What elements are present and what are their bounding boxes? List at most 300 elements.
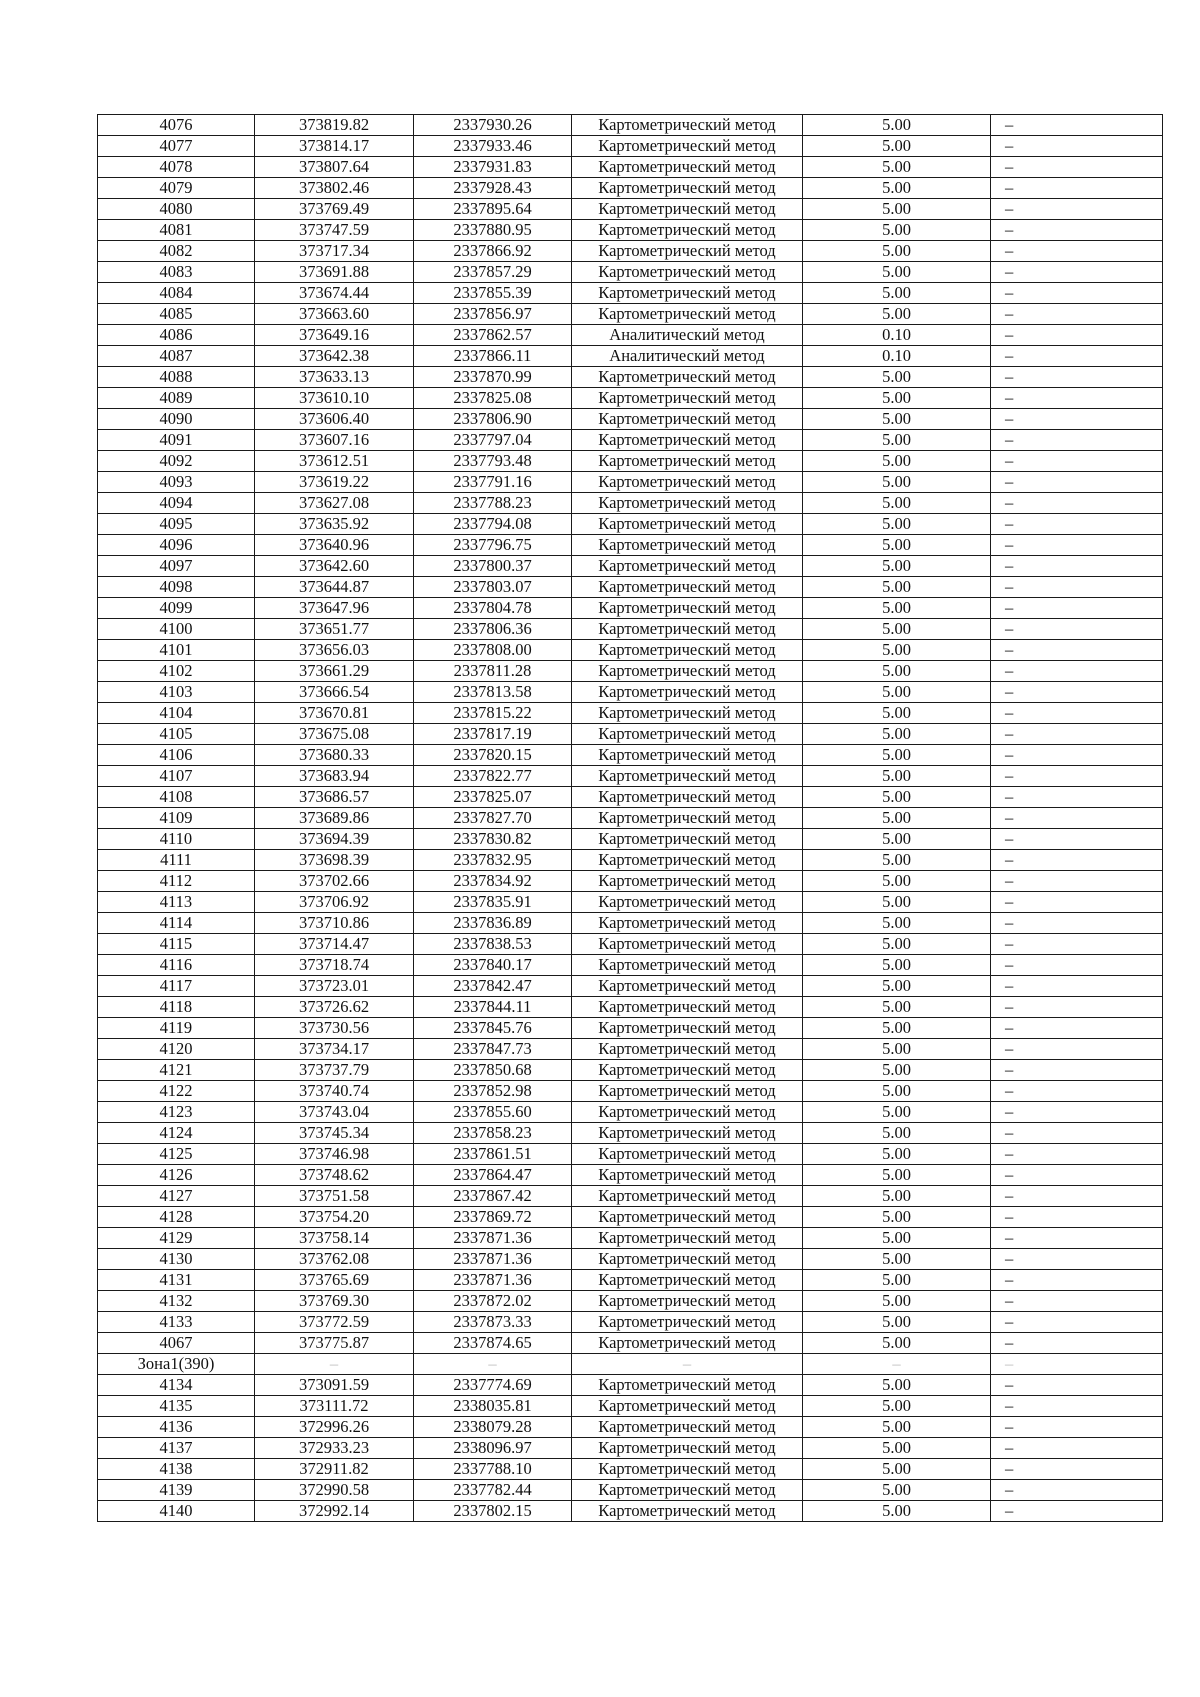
accuracy-cell: 5.00 bbox=[803, 535, 991, 556]
description-cell: – bbox=[991, 703, 1163, 724]
accuracy-cell: 5.00 bbox=[803, 577, 991, 598]
y-coordinate-cell: 2337872.02 bbox=[414, 1291, 572, 1312]
y-coordinate-cell: 2337931.83 bbox=[414, 157, 572, 178]
point-number-cell: 4118 bbox=[98, 997, 255, 1018]
point-number-cell: 4099 bbox=[98, 598, 255, 619]
table-row bbox=[98, 787, 1163, 808]
y-coordinate-cell: 2337835.91 bbox=[414, 892, 572, 913]
method-cell: Картометрический метод bbox=[572, 1333, 803, 1354]
point-number-cell: 4132 bbox=[98, 1291, 255, 1312]
point-number-cell: 4135 bbox=[98, 1396, 255, 1417]
point-number-cell: 4116 bbox=[98, 955, 255, 976]
table-row bbox=[98, 1375, 1163, 1396]
method-cell: Картометрический метод bbox=[572, 451, 803, 472]
x-coordinate-cell: 373775.87 bbox=[255, 1333, 414, 1354]
method-cell: Картометрический метод bbox=[572, 1459, 803, 1480]
accuracy-cell: 5.00 bbox=[803, 115, 991, 136]
x-coordinate-cell: 373111.72 bbox=[255, 1396, 414, 1417]
table-row bbox=[98, 325, 1163, 346]
accuracy-cell: 5.00 bbox=[803, 766, 991, 787]
method-cell: Картометрический метод bbox=[572, 1123, 803, 1144]
accuracy-cell: 5.00 bbox=[803, 304, 991, 325]
description-cell: – bbox=[991, 304, 1163, 325]
x-coordinate-cell: 373656.03 bbox=[255, 640, 414, 661]
y-coordinate-cell: 2337830.82 bbox=[414, 829, 572, 850]
accuracy-cell: 0.10 bbox=[803, 346, 991, 367]
accuracy-cell: 5.00 bbox=[803, 1165, 991, 1186]
description-cell: – bbox=[991, 661, 1163, 682]
table-row bbox=[98, 703, 1163, 724]
point-number-cell: 4078 bbox=[98, 157, 255, 178]
x-coordinate-cell: 373726.62 bbox=[255, 997, 414, 1018]
description-cell: – bbox=[991, 1144, 1163, 1165]
y-coordinate-cell: 2337871.36 bbox=[414, 1228, 572, 1249]
y-coordinate-cell: – bbox=[414, 1354, 572, 1375]
y-coordinate-cell: 2338079.28 bbox=[414, 1417, 572, 1438]
accuracy-cell: 5.00 bbox=[803, 913, 991, 934]
description-cell: – bbox=[991, 829, 1163, 850]
accuracy-cell: 0.10 bbox=[803, 325, 991, 346]
y-coordinate-cell: 2337874.65 bbox=[414, 1333, 572, 1354]
x-coordinate-cell: 373772.59 bbox=[255, 1312, 414, 1333]
accuracy-cell: 5.00 bbox=[803, 1123, 991, 1144]
description-cell: – bbox=[991, 451, 1163, 472]
x-coordinate-cell: 372992.14 bbox=[255, 1501, 414, 1522]
point-number-cell: 4110 bbox=[98, 829, 255, 850]
y-coordinate-cell: 2337820.15 bbox=[414, 745, 572, 766]
method-cell: Картометрический метод bbox=[572, 1228, 803, 1249]
point-number-cell: 4100 bbox=[98, 619, 255, 640]
table-row bbox=[98, 1165, 1163, 1186]
point-number-cell: 4085 bbox=[98, 304, 255, 325]
point-number-cell: Зона1(390) bbox=[98, 1354, 255, 1375]
y-coordinate-cell: 2337852.98 bbox=[414, 1081, 572, 1102]
y-coordinate-cell: 2337838.53 bbox=[414, 934, 572, 955]
x-coordinate-cell: 373633.13 bbox=[255, 367, 414, 388]
accuracy-cell: 5.00 bbox=[803, 493, 991, 514]
method-cell: Картометрический метод bbox=[572, 1270, 803, 1291]
x-coordinate-cell: 373769.49 bbox=[255, 199, 414, 220]
x-coordinate-cell: 373730.56 bbox=[255, 1018, 414, 1039]
table-row bbox=[98, 1333, 1163, 1354]
accuracy-cell: 5.00 bbox=[803, 388, 991, 409]
x-coordinate-cell: 373745.34 bbox=[255, 1123, 414, 1144]
method-cell: Картометрический метод bbox=[572, 703, 803, 724]
accuracy-cell: 5.00 bbox=[803, 1186, 991, 1207]
point-number-cell: 4103 bbox=[98, 682, 255, 703]
x-coordinate-cell: 373746.98 bbox=[255, 1144, 414, 1165]
table-row bbox=[98, 766, 1163, 787]
accuracy-cell: 5.00 bbox=[803, 1018, 991, 1039]
accuracy-cell: 5.00 bbox=[803, 1228, 991, 1249]
point-number-cell: 4140 bbox=[98, 1501, 255, 1522]
table-row bbox=[98, 1060, 1163, 1081]
y-coordinate-cell: 2337815.22 bbox=[414, 703, 572, 724]
y-coordinate-cell: 2337850.68 bbox=[414, 1060, 572, 1081]
method-cell: Картометрический метод bbox=[572, 1102, 803, 1123]
table-row bbox=[98, 157, 1163, 178]
accuracy-cell: 5.00 bbox=[803, 157, 991, 178]
method-cell: Картометрический метод bbox=[572, 1060, 803, 1081]
description-cell: – bbox=[991, 346, 1163, 367]
accuracy-cell: 5.00 bbox=[803, 1438, 991, 1459]
description-cell: – bbox=[991, 1480, 1163, 1501]
x-coordinate-cell: 373758.14 bbox=[255, 1228, 414, 1249]
description-cell: – bbox=[991, 325, 1163, 346]
description-cell: – bbox=[991, 724, 1163, 745]
x-coordinate-cell: 373747.59 bbox=[255, 220, 414, 241]
method-cell: Картометрический метод bbox=[572, 766, 803, 787]
table-row bbox=[98, 241, 1163, 262]
table-row bbox=[98, 115, 1163, 136]
method-cell: Картометрический метод bbox=[572, 745, 803, 766]
description-cell: – bbox=[991, 1249, 1163, 1270]
method-cell: Картометрический метод bbox=[572, 892, 803, 913]
accuracy-cell: 5.00 bbox=[803, 703, 991, 724]
table-row bbox=[98, 1102, 1163, 1123]
point-number-cell: 4102 bbox=[98, 661, 255, 682]
point-number-cell: 4122 bbox=[98, 1081, 255, 1102]
accuracy-cell: 5.00 bbox=[803, 556, 991, 577]
y-coordinate-cell: 2337928.43 bbox=[414, 178, 572, 199]
method-cell: Картометрический метод bbox=[572, 913, 803, 934]
accuracy-cell: 5.00 bbox=[803, 1312, 991, 1333]
table-row bbox=[98, 955, 1163, 976]
point-number-cell: 4090 bbox=[98, 409, 255, 430]
accuracy-cell: 5.00 bbox=[803, 1459, 991, 1480]
description-cell: – bbox=[991, 1039, 1163, 1060]
table-row bbox=[98, 1144, 1163, 1165]
accuracy-cell: 5.00 bbox=[803, 598, 991, 619]
method-cell: Аналитический метод bbox=[572, 346, 803, 367]
description-cell: – bbox=[991, 934, 1163, 955]
point-number-cell: 4114 bbox=[98, 913, 255, 934]
x-coordinate-cell: 373751.58 bbox=[255, 1186, 414, 1207]
table-row bbox=[98, 367, 1163, 388]
table-row bbox=[98, 535, 1163, 556]
description-cell: – bbox=[991, 745, 1163, 766]
accuracy-cell: 5.00 bbox=[803, 283, 991, 304]
description-cell: – bbox=[991, 556, 1163, 577]
description-cell: – bbox=[991, 367, 1163, 388]
description-cell: – bbox=[991, 598, 1163, 619]
description-cell: – bbox=[991, 1459, 1163, 1480]
point-number-cell: 4093 bbox=[98, 472, 255, 493]
point-number-cell: 4130 bbox=[98, 1249, 255, 1270]
x-coordinate-cell: 373807.64 bbox=[255, 157, 414, 178]
table-row bbox=[98, 1081, 1163, 1102]
y-coordinate-cell: 2337840.17 bbox=[414, 955, 572, 976]
x-coordinate-cell: – bbox=[255, 1354, 414, 1375]
point-number-cell: 4121 bbox=[98, 1060, 255, 1081]
method-cell: Картометрический метод bbox=[572, 514, 803, 535]
x-coordinate-cell: 373737.79 bbox=[255, 1060, 414, 1081]
description-cell: – bbox=[991, 220, 1163, 241]
y-coordinate-cell: 2337794.08 bbox=[414, 514, 572, 535]
x-coordinate-cell: 373714.47 bbox=[255, 934, 414, 955]
point-number-cell: 4067 bbox=[98, 1333, 255, 1354]
point-number-cell: 4096 bbox=[98, 535, 255, 556]
x-coordinate-cell: 373663.60 bbox=[255, 304, 414, 325]
y-coordinate-cell: 2337836.89 bbox=[414, 913, 572, 934]
x-coordinate-cell: 373710.86 bbox=[255, 913, 414, 934]
accuracy-cell: 5.00 bbox=[803, 619, 991, 640]
y-coordinate-cell: 2337880.95 bbox=[414, 220, 572, 241]
y-coordinate-cell: 2337827.70 bbox=[414, 808, 572, 829]
accuracy-cell: 5.00 bbox=[803, 1039, 991, 1060]
table-row bbox=[98, 1396, 1163, 1417]
y-coordinate-cell: 2337858.23 bbox=[414, 1123, 572, 1144]
x-coordinate-cell: 373642.60 bbox=[255, 556, 414, 577]
y-coordinate-cell: 2337822.77 bbox=[414, 766, 572, 787]
method-cell: – bbox=[572, 1354, 803, 1375]
table-row bbox=[98, 1123, 1163, 1144]
x-coordinate-cell: 373689.86 bbox=[255, 808, 414, 829]
accuracy-cell: 5.00 bbox=[803, 262, 991, 283]
method-cell: Картометрический метод bbox=[572, 1501, 803, 1522]
y-coordinate-cell: 2337832.95 bbox=[414, 850, 572, 871]
y-coordinate-cell: 2338096.97 bbox=[414, 1438, 572, 1459]
point-number-cell: 4104 bbox=[98, 703, 255, 724]
point-number-cell: 4115 bbox=[98, 934, 255, 955]
y-coordinate-cell: 2337834.92 bbox=[414, 871, 572, 892]
x-coordinate-cell: 373723.01 bbox=[255, 976, 414, 997]
x-coordinate-cell: 373674.44 bbox=[255, 283, 414, 304]
description-cell: – bbox=[991, 997, 1163, 1018]
method-cell: Картометрический метод bbox=[572, 598, 803, 619]
accuracy-cell: 5.00 bbox=[803, 745, 991, 766]
point-number-cell: 4077 bbox=[98, 136, 255, 157]
x-coordinate-cell: 372911.82 bbox=[255, 1459, 414, 1480]
accuracy-cell: 5.00 bbox=[803, 1207, 991, 1228]
y-coordinate-cell: 2337806.36 bbox=[414, 619, 572, 640]
method-cell: Картометрический метод bbox=[572, 1081, 803, 1102]
accuracy-cell: 5.00 bbox=[803, 892, 991, 913]
method-cell: Картометрический метод bbox=[572, 955, 803, 976]
x-coordinate-cell: 373762.08 bbox=[255, 1249, 414, 1270]
table-row bbox=[98, 1039, 1163, 1060]
y-coordinate-cell: 2337895.64 bbox=[414, 199, 572, 220]
x-coordinate-cell: 373642.38 bbox=[255, 346, 414, 367]
point-number-cell: 4127 bbox=[98, 1186, 255, 1207]
method-cell: Картометрический метод bbox=[572, 976, 803, 997]
point-number-cell: 4086 bbox=[98, 325, 255, 346]
accuracy-cell: 5.00 bbox=[803, 850, 991, 871]
point-number-cell: 4112 bbox=[98, 871, 255, 892]
point-number-cell: 4137 bbox=[98, 1438, 255, 1459]
accuracy-cell: 5.00 bbox=[803, 409, 991, 430]
table-row bbox=[98, 178, 1163, 199]
x-coordinate-cell: 373661.29 bbox=[255, 661, 414, 682]
point-number-cell: 4088 bbox=[98, 367, 255, 388]
accuracy-cell: 5.00 bbox=[803, 976, 991, 997]
description-cell: – bbox=[991, 1186, 1163, 1207]
description-cell: – bbox=[991, 850, 1163, 871]
method-cell: Картометрический метод bbox=[572, 115, 803, 136]
method-cell: Картометрический метод bbox=[572, 619, 803, 640]
y-coordinate-cell: 2337862.57 bbox=[414, 325, 572, 346]
description-cell: – bbox=[991, 619, 1163, 640]
x-coordinate-cell: 373640.96 bbox=[255, 535, 414, 556]
table-row bbox=[98, 1228, 1163, 1249]
method-cell: Картометрический метод bbox=[572, 136, 803, 157]
table-row bbox=[98, 451, 1163, 472]
accuracy-cell: 5.00 bbox=[803, 787, 991, 808]
description-cell: – bbox=[991, 283, 1163, 304]
x-coordinate-cell: 373686.57 bbox=[255, 787, 414, 808]
x-coordinate-cell: 373698.39 bbox=[255, 850, 414, 871]
description-cell: – bbox=[991, 682, 1163, 703]
table-row bbox=[98, 808, 1163, 829]
method-cell: Картометрический метод bbox=[572, 808, 803, 829]
x-coordinate-cell: 373740.74 bbox=[255, 1081, 414, 1102]
accuracy-cell: 5.00 bbox=[803, 1396, 991, 1417]
x-coordinate-cell: 373702.66 bbox=[255, 871, 414, 892]
method-cell: Картометрический метод bbox=[572, 1039, 803, 1060]
accuracy-cell: 5.00 bbox=[803, 724, 991, 745]
method-cell: Картометрический метод bbox=[572, 682, 803, 703]
table-row bbox=[98, 661, 1163, 682]
accuracy-cell: 5.00 bbox=[803, 1270, 991, 1291]
method-cell: Картометрический метод bbox=[572, 262, 803, 283]
point-number-cell: 4124 bbox=[98, 1123, 255, 1144]
point-number-cell: 4095 bbox=[98, 514, 255, 535]
y-coordinate-cell: 2337802.15 bbox=[414, 1501, 572, 1522]
description-cell: – bbox=[991, 640, 1163, 661]
x-coordinate-cell: 373635.92 bbox=[255, 514, 414, 535]
x-coordinate-cell: 373670.81 bbox=[255, 703, 414, 724]
method-cell: Картометрический метод bbox=[572, 1018, 803, 1039]
y-coordinate-cell: 2337871.36 bbox=[414, 1270, 572, 1291]
table-row bbox=[98, 1417, 1163, 1438]
point-number-cell: 4108 bbox=[98, 787, 255, 808]
table-row bbox=[98, 1249, 1163, 1270]
y-coordinate-cell: 2337844.11 bbox=[414, 997, 572, 1018]
x-coordinate-cell: 373619.22 bbox=[255, 472, 414, 493]
y-coordinate-cell: 2337842.47 bbox=[414, 976, 572, 997]
method-cell: Картометрический метод bbox=[572, 430, 803, 451]
accuracy-cell: 5.00 bbox=[803, 871, 991, 892]
description-cell: – bbox=[991, 577, 1163, 598]
point-number-cell: 4087 bbox=[98, 346, 255, 367]
point-number-cell: 4097 bbox=[98, 556, 255, 577]
description-cell: – bbox=[991, 1396, 1163, 1417]
point-number-cell: 4082 bbox=[98, 241, 255, 262]
method-cell: Картометрический метод bbox=[572, 1291, 803, 1312]
method-cell: Картометрический метод bbox=[572, 1396, 803, 1417]
accuracy-cell: 5.00 bbox=[803, 1480, 991, 1501]
description-cell: – bbox=[991, 262, 1163, 283]
y-coordinate-cell: 2338035.81 bbox=[414, 1396, 572, 1417]
method-cell: Картометрический метод bbox=[572, 241, 803, 262]
point-number-cell: 4081 bbox=[98, 220, 255, 241]
y-coordinate-cell: 2337806.90 bbox=[414, 409, 572, 430]
accuracy-cell: 5.00 bbox=[803, 451, 991, 472]
point-number-cell: 4079 bbox=[98, 178, 255, 199]
method-cell: Картометрический метод bbox=[572, 493, 803, 514]
method-cell: Картометрический метод bbox=[572, 934, 803, 955]
accuracy-cell: 5.00 bbox=[803, 1249, 991, 1270]
y-coordinate-cell: 2337788.23 bbox=[414, 493, 572, 514]
x-coordinate-cell: 373610.10 bbox=[255, 388, 414, 409]
description-cell: – bbox=[991, 430, 1163, 451]
x-coordinate-cell: 372996.26 bbox=[255, 1417, 414, 1438]
description-cell: – bbox=[991, 1165, 1163, 1186]
method-cell: Картометрический метод bbox=[572, 850, 803, 871]
table-row bbox=[98, 997, 1163, 1018]
y-coordinate-cell: 2337855.60 bbox=[414, 1102, 572, 1123]
description-cell: – bbox=[991, 1123, 1163, 1144]
y-coordinate-cell: 2337871.36 bbox=[414, 1249, 572, 1270]
point-number-cell: 4120 bbox=[98, 1039, 255, 1060]
method-cell: Картометрический метод bbox=[572, 1165, 803, 1186]
y-coordinate-cell: 2337866.11 bbox=[414, 346, 572, 367]
method-cell: Картометрический метод bbox=[572, 409, 803, 430]
y-coordinate-cell: 2337930.26 bbox=[414, 115, 572, 136]
y-coordinate-cell: 2337873.33 bbox=[414, 1312, 572, 1333]
y-coordinate-cell: 2337808.00 bbox=[414, 640, 572, 661]
method-cell: Картометрический метод bbox=[572, 997, 803, 1018]
accuracy-cell: 5.00 bbox=[803, 241, 991, 262]
table-row bbox=[98, 262, 1163, 283]
table-row bbox=[98, 619, 1163, 640]
accuracy-cell: 5.00 bbox=[803, 1417, 991, 1438]
point-number-cell: 4084 bbox=[98, 283, 255, 304]
method-cell: Картометрический метод bbox=[572, 1375, 803, 1396]
point-number-cell: 4117 bbox=[98, 976, 255, 997]
method-cell: Картометрический метод bbox=[572, 1438, 803, 1459]
method-cell: Картометрический метод bbox=[572, 535, 803, 556]
accuracy-cell: 5.00 bbox=[803, 1291, 991, 1312]
accuracy-cell: 5.00 bbox=[803, 199, 991, 220]
method-cell: Картометрический метод bbox=[572, 472, 803, 493]
point-number-cell: 4076 bbox=[98, 115, 255, 136]
table-row bbox=[98, 913, 1163, 934]
point-number-cell: 4125 bbox=[98, 1144, 255, 1165]
x-coordinate-cell: 373754.20 bbox=[255, 1207, 414, 1228]
description-cell: – bbox=[991, 1018, 1163, 1039]
accuracy-cell: 5.00 bbox=[803, 661, 991, 682]
method-cell: Картометрический метод bbox=[572, 577, 803, 598]
method-cell: Картометрический метод bbox=[572, 1312, 803, 1333]
table-row bbox=[98, 199, 1163, 220]
table-row bbox=[98, 220, 1163, 241]
table-row bbox=[98, 472, 1163, 493]
point-number-cell: 4133 bbox=[98, 1312, 255, 1333]
point-number-cell: 4080 bbox=[98, 199, 255, 220]
method-cell: Картометрический метод bbox=[572, 220, 803, 241]
table-row bbox=[98, 556, 1163, 577]
method-cell: Картометрический метод bbox=[572, 1144, 803, 1165]
table-row bbox=[98, 430, 1163, 451]
description-cell: – bbox=[991, 1228, 1163, 1249]
method-cell: Картометрический метод bbox=[572, 178, 803, 199]
description-cell: – bbox=[991, 241, 1163, 262]
table-row bbox=[98, 346, 1163, 367]
y-coordinate-cell: 2337861.51 bbox=[414, 1144, 572, 1165]
table-row bbox=[98, 514, 1163, 535]
y-coordinate-cell: 2337804.78 bbox=[414, 598, 572, 619]
point-number-cell: 4119 bbox=[98, 1018, 255, 1039]
y-coordinate-cell: 2337933.46 bbox=[414, 136, 572, 157]
accuracy-cell: 5.00 bbox=[803, 472, 991, 493]
point-number-cell: 4126 bbox=[98, 1165, 255, 1186]
description-cell: – bbox=[991, 199, 1163, 220]
method-cell: Картометрический метод bbox=[572, 871, 803, 892]
method-cell: Картометрический метод bbox=[572, 304, 803, 325]
x-coordinate-cell: 373819.82 bbox=[255, 115, 414, 136]
table-row bbox=[98, 493, 1163, 514]
